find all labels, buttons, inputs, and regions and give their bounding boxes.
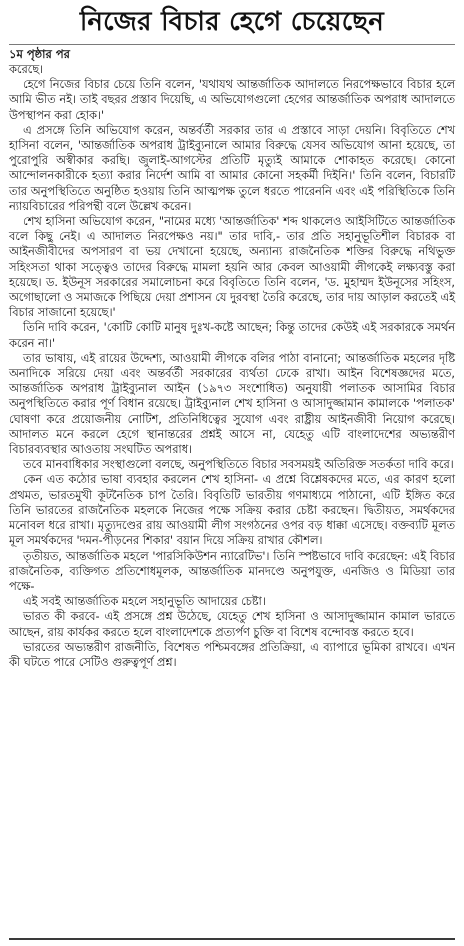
- article-paragraph: ভারতের অভ্যন্তরীণ রাজনীতি, বিশেষত পশ্চিমবঙ্গের প্রতিক্রিয়া, এ ব্যাপারে ভূমিকা রাখবে। এখন কী ঘটতে পারে সেটিও গুরুত্বপূর্ণ প্রশ্ন।: [9, 640, 455, 669]
- article-paragraph: তার ভাষায়, এই রায়ের উদ্দেশ্য, আওয়ামী লীগকে বলির পাঠা বানানো; আন্তর্জাতিক মহলের দৃষ্টি অনাদিকে সরিয়ে দেয়া এবং অন্তর্বর্তী সরকারের ব্যর্থতা ঢেকে রাখা। আইন বিশেষজ্ঞদের মতে, আন্তর্জাতিক অপরাধ ট্রাইব্যুনাল আইন (১৯৭৩ সংশোধিত) অনুযায়ী পলাতক আসামির বিচার অনুপস্থিতিতে করার পূর্ণ বিধান রয়েছে। ট্রাইব্যুনাল শেখ হাসিনা ও আসাদুজ্জামান কামালকে 'পলাতক' ঘোষণা করে প্রয়োজনীয় নোটিশ, প্রতিনিধিত্বের সুযোগ এবং রাষ্ট্রীয় আইনজীবী নিয়োগ করেছে। আদালত মনে করলে হেগে স্থানান্তরের প্রশ্নই আসে না, যেহেতু এটি বাংলাদেশের অভ্যন্তরীণ বিচারব্যবস্থার আওতায় সংঘটিত অপরাধ।: [9, 351, 455, 457]
- article-headline: নিজের বিচার হেগে চেয়েছেন: [79, 7, 385, 37]
- article-paragraph: তৃতীয়ত, আন্তর্জাতিক মহলে 'পারসিকিউশন ন্যারেটিভ'। তিনি স্পষ্টভাবে দাবি করেছেন: এই বিচার রাজনৈতিক, ব্যক্তিগত প্রতিশোধমূলক, আন্তর্জাতিক মানদণ্ডে অনুপযুক্ত, এনজিও ও মিডিয়া তার পক্ষে-: [9, 549, 455, 593]
- continued-from-label: ১ম পৃষ্ঠার পর: [9, 47, 70, 61]
- article-paragraph: কেন এত কঠোর ভাষা ব্যবহার করলেন শেখ হাসিনা- এ প্রশ্নে বিশ্লেষকদের মতে, এর কারণ হলো প্রথমত, ভারতমুখী কূটনৈতিক চাপ তৈরি। বিবৃতিটি ভারতীয় গণমাধ্যমে পাঠানো, এটি ইঙ্গিত করে তিনি ভারতের রাজনৈতিক মহলকে নিজের পক্ষে সক্রিয় করার চেষ্টা করছেন। দ্বিতীয়ত, সমর্থকদের মনোবল ধরে রাখা। মৃত্যুদণ্ডের রায় আওয়ামী লীগ সংগঠনের ওপর বড় ধাক্কা এসেছে। বক্তব্যটি মূলত মূল সমর্থকদের 'দমন-পীড়নের শিকার' বয়ান দিয়ে সক্রিয় রাখার কৌশল।: [9, 473, 455, 548]
- article-paragraph: তিনি দাবি করেন, 'কোটি কোটি মানুষ দুঃখ-কষ্টে আছেন; কিন্তু তাদের কেউই এই সরকারকে সমর্থন করেন না।': [9, 321, 455, 350]
- article-paragraph: এই সবই আন্তর্জাতিক মহলে সহানুভূতি আদায়ের চেষ্টা।: [23, 595, 266, 609]
- article-paragraph: করেছে।: [9, 63, 44, 76]
- article-paragraph: হেগে নিজের বিচার চেয়ে তিনি বলেন, 'যথাযথ আন্তর্জাতিক আদালতে নিরপেক্ষভাবে বিচার হলে আমি ভীত নই। তাই বছরর প্রস্তাব দিয়েছি, এ অভিযোগগুলো হেগের আন্তর্জাতিক অপরাধ আদালতে উপস্থাপন করা হোক।': [9, 78, 455, 122]
- article-paragraph: শেখ হাসিনা অভিযোগ করেন, "নামের মধ্যে 'আন্তর্জাতিক' শব্দ থাকলেও আইসিটিতে আন্তর্জাতিক বলে কিছু নেই। এ আদালত নিরপেক্ষও নয়।" তার দাবি,- তার প্রতি সহানুভূতিশীল বিচারক বা আইনজীবীদের অপসারণ বা ভয় দেখানো হয়েছে, অন্যান্য রাজনৈতিক শক্তির বিরুদ্ধে নথিভুক্ত সহিংসতা থাকা সত্ত্বেও তাদের বিরুদ্ধে মামলা হয়নি আর কেবল আওয়ামী লীগকেই লক্ষ্যবস্তু করা হয়েছে। ড. ইউনূস সরকারের সমালোচনা করে বিবৃতিতে তিনি বলেন, 'ড. মুহাম্মদ ইউনূসের সহিংস, অগোছালো ও সমাজকে পিছিয়ে দেয়া প্রশাসন যে দুরবস্থা তৈরি করেছে, তার দায় আড়াল করতেই এই বিচার সাজানো হয়েছে।': [9, 215, 455, 320]
- article-paragraph: তবে মানবাধিকার সংস্থাগুলো বলছে, অনুপস্থিতিতে বিচার সবসময়ই অতিরিক্ত সতর্কতা দাবি করে।: [23, 458, 454, 472]
- article-paragraph: ভারত কী করবে- এই প্রসঙ্গে প্রশ্ন উঠেছে, যেহেতু শেখ হাসিনা ও আসাদুজ্জামান কামাল ভারতে আছেন, রায় কার্যকর করতে হলে বাংলাদেশকে প্রত্যর্পণ চুক্তি বা বিশেষ বন্দোবস্ত করতে হবে।: [9, 610, 455, 639]
- article-paragraph: এ প্রসঙ্গে তিনি অভিযোগ করেন, অন্তর্বর্তী সরকার তার এ প্রস্তাবে সাড়া দেয়নি। বিবৃতিতে শেখ হাসিনা বলেন, 'আন্তর্জাতিক অপরাধ ট্রাইব্যুনালে আমার বিরুদ্ধে যেসব অভিযোগ আনা হয়েছে, তা পুরোপুরি অস্বীকার করছি। জুলাই-আগস্টের প্রতিটি মৃত্যুই আমাকে শোকাহত করেছে। কোনো আন্দোলনকারীকে হত্যা করার নির্দেশ আমি বা আমার কোনো সহকর্মী দিইনি।' তিনি বলেন, বিচারটি তার অনুপস্থিতিতে অনুষ্ঠিত হওয়ায় তিনি আত্মপক্ষ তুলে ধরতে পারেননি এবং এই পরিস্থিতিকে তিনি ন্যায়বিচারের পরিপন্থী বলে উল্লেখ করেন।: [9, 123, 455, 213]
- headline-divider: [9, 44, 455, 45]
- bottom-divider: [9, 938, 455, 940]
- article-body: [9, 62, 455, 670]
